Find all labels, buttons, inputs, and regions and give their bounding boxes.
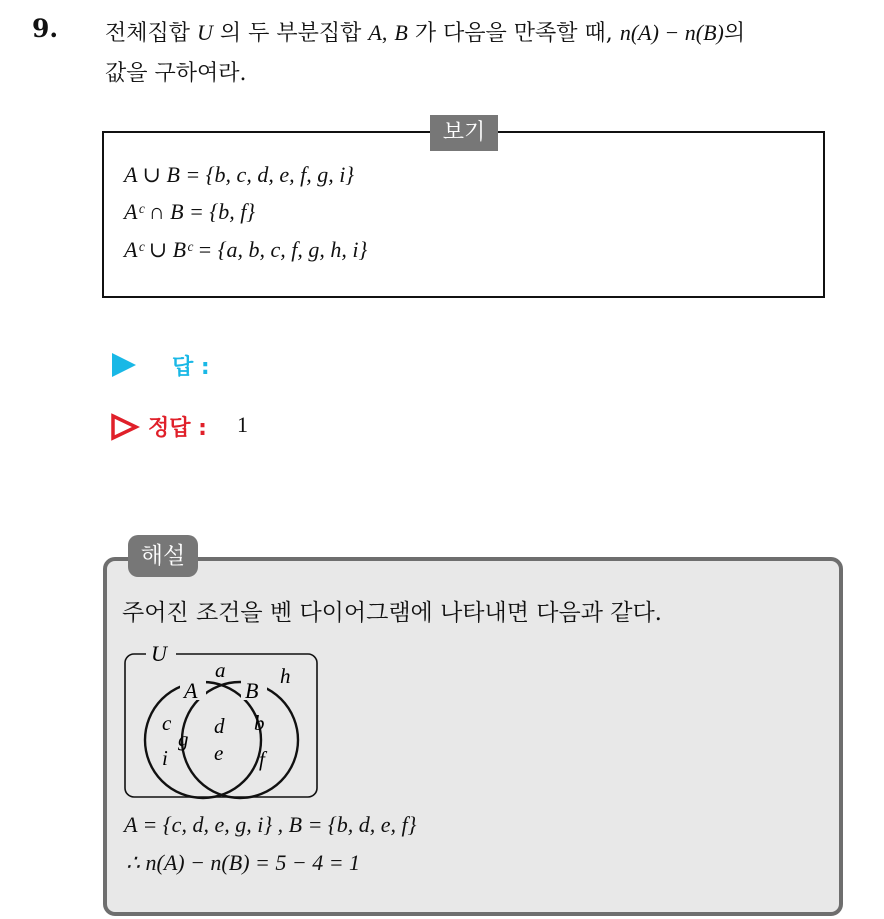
venn-element-h: h [280,664,291,688]
universal-set-symbol: U [197,20,213,45]
comma: , [381,20,388,45]
bogi-line-complement-intersection: Aᶜ ∩ B = {b, f} [124,199,256,224]
venn-element-d: d [214,714,225,738]
solution-result-line: ∴ n(A) − n(B) = 5 − 4 = 1 [126,850,361,875]
correct-arrow-icon [110,413,140,441]
set-a-symbol: A [368,20,382,45]
venn-set-a-label: A [184,678,198,703]
solution-tag: 해설 [128,535,198,577]
venn-element-c: c [162,711,172,735]
question-text-end: 의 [723,21,746,46]
correct-answer-value: 1 [237,412,248,437]
answer-label: 답 : [172,355,210,380]
venn-element-f: f [259,747,265,771]
question-text-suffix: 가 다음을 만족할 때, [414,21,613,46]
question-text-prefix: 전체집합 [105,21,191,46]
bogi-tag: 보기 [430,115,498,151]
answer-arrow-icon [110,352,138,378]
set-b-symbol: B [394,20,408,45]
venn-set-b-label: B [245,678,259,703]
venn-element-a: a [215,658,226,682]
venn-element-g: g [178,727,189,751]
solution-text: 주어진 조건을 벤 다이어그램에 나타내면 다음과 같다. [122,600,662,626]
bogi-line-union: A ∪ B = {b, c, d, e, f, g, i} [124,162,355,187]
venn-element-e: e [214,741,224,765]
correct-answer-label: 정답 : [148,416,207,441]
bogi-line-complement-union: Aᶜ ∪ Bᶜ = {a, b, c, f, g, h, i} [124,237,368,262]
venn-diagram [118,638,323,803]
venn-element-b: b [254,711,265,735]
question-expression: n(A) − n(B) [619,20,724,45]
question-number: 9. [32,14,59,43]
question-text-mid: 의 두 부분집합 [219,21,362,46]
question-line-1 [105,16,745,47]
venn-universe-label: U [151,641,167,666]
venn-element-i: i [162,746,168,770]
solution-sets-line: A = {c, d, e, g, i} , B = {b, d, e, f} [124,812,417,837]
question-line-2: 값을 구하여라. [105,61,247,86]
